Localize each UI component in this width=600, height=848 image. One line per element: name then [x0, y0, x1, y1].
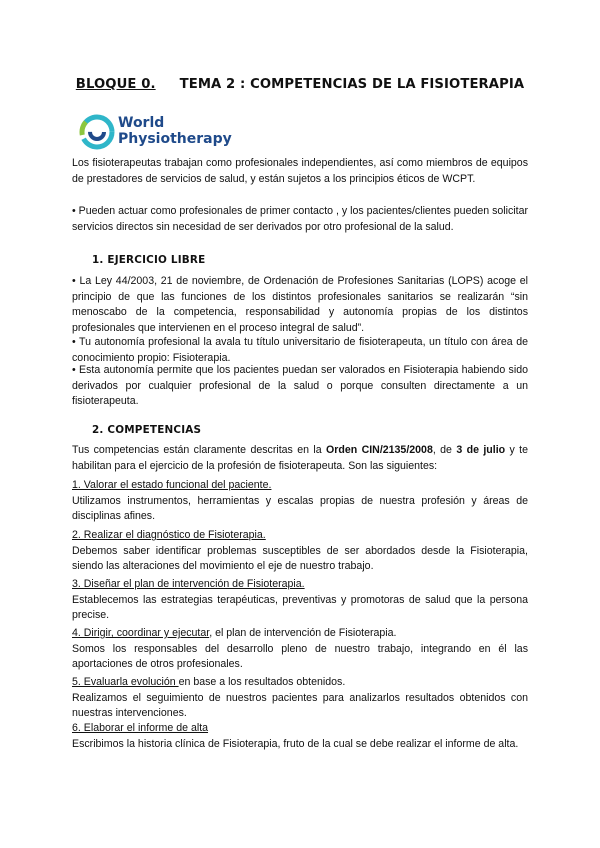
- block-label: BLOQUE 0.: [75, 77, 156, 92]
- intro-text-a: Tus competencias están claramente descritas en la: [72, 444, 326, 456]
- section-2-intro: [72, 443, 528, 474]
- competence-description: Establecemos las estrategias terapéuticas, preventivas y promotoras de salud que la persona precise.: [72, 593, 528, 622]
- competence-description: Debemos saber identificar problemas susceptibles de ser abordados desde la Fisioterapia, siendo las alteraciones del movimiento el eje de nuestro trabajo.: [72, 544, 528, 573]
- section-1-bullet-1: • La Ley 44/2003, 21 de noviembre, de Ordenación de Profesiones Sanitarias (LOPS) acoge el principio de que las funciones de los distintos profesionales sanitarios se realizarán “sin menoscabo de la competencia, responsabilidad y autonomía propias de los distintos profesionales que intervienen en el proceso integral de salud”.: [72, 275, 528, 334]
- competence-description: Utilizamos instrumentos, herramientas y escalas propias de nuestra profesión y áreas de disciplinas afines.: [72, 494, 528, 523]
- logo-wordmark: [118, 115, 232, 147]
- intro-paragraph-1: Los fisioterapeutas trabajan como profesionales independientes, así como miembros de equipos de prestadores de servicios de salud, y están sujetos a los principios éticos de WCPT.: [72, 157, 528, 185]
- competence-title: 5. Evaluarla evolución: [72, 676, 179, 688]
- order-reference: Orden CIN/2135/2008: [326, 444, 433, 456]
- section-1-bullet-3: • Esta autonomía permite que los pacientes puedan ser valorados en Fisioterapia habiendo sido derivados por cualquier profesional de la salud o porque consulten directamente a un fisioterapeuta.: [72, 364, 528, 408]
- competence-title: 6. Elaborar el informe de alta: [72, 722, 209, 734]
- order-date: 3 de julio: [456, 444, 506, 456]
- competence-title-rest: , el plan de intervención de Fisioterapia.: [209, 627, 397, 639]
- competence-item-4: [72, 626, 528, 673]
- competence-item-3: [72, 577, 528, 624]
- competence-title: 3. Diseñar el plan de intervención de Fisioterapia.: [72, 578, 305, 590]
- intro-paragraph-2: • Pueden actuar como profesionales de primer contacto , y los pacientes/clientes pueden solicitar servicios directos sin necesidad de ser derivados por otro profesional de la salud.: [72, 205, 528, 233]
- logo-line-1: World: [118, 115, 165, 131]
- page-title: [0, 77, 600, 92]
- competence-item-6: [72, 721, 528, 752]
- competence-title: 4. Dirigir, coordinar y ejecutar: [72, 627, 210, 639]
- section-1-heading: 1. EJERCICIO LIBRE: [92, 254, 206, 266]
- competence-description: Somos los responsables del desarrollo pleno de nuestro trabajo, integrando en él las aportaciones de otros profesionales.: [72, 642, 528, 671]
- intro-text-c: y te habilitan para el ejercicio de la profesión de fisioterapeuta. Son las siguientes:: [72, 444, 528, 472]
- competence-description: Escribimos la historia clínica de Fisioterapia, fruto de la cual se debe realizar el informe de alta.: [72, 737, 519, 750]
- competence-title-line: [72, 626, 528, 642]
- competence-title: 1. Valorar el estado funcional del paciente.: [72, 479, 272, 491]
- topic-label: TEMA 2 : COMPETENCIAS DE LA FISIOTERAPIA: [179, 77, 525, 92]
- competence-item-2: [72, 528, 528, 575]
- competence-title: 2. Realizar el diagnóstico de Fisioterapia.: [72, 529, 266, 541]
- competence-item-1: [72, 478, 528, 525]
- competence-title-line: [72, 675, 528, 691]
- competence-description: Realizamos el seguimiento de nuestros pacientes para analizarlos resultados obtenidos con nuestras intervenciones.: [72, 691, 528, 720]
- competence-title-rest: en base a los resultados obtenidos.: [178, 676, 346, 688]
- section-1-bullet-2: • Tu autonomía profesional la avala tu título universitario de fisioterapeuta, un título con área de conocimiento propio: Fisioterapia.: [72, 336, 528, 364]
- competence-item-5: [72, 675, 528, 722]
- section-2-heading: 2. COMPETENCIAS: [92, 424, 202, 436]
- logo-line-2: Physiotherapy: [118, 131, 232, 147]
- intro-text-b: , de: [432, 444, 457, 456]
